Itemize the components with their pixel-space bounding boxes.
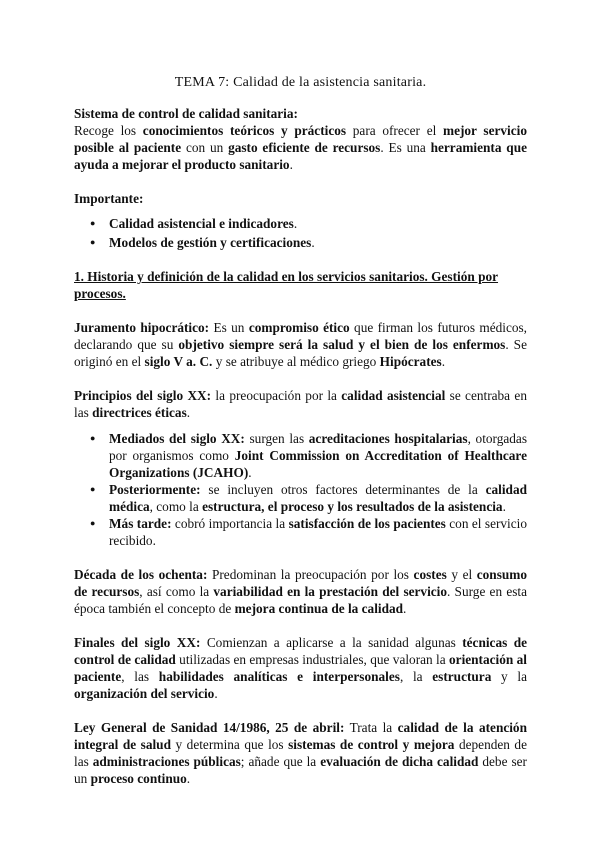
text-run: .	[502, 499, 506, 514]
finales-paragraph	[74, 634, 527, 702]
control-calidad-paragraph	[74, 122, 527, 173]
text-run: .	[214, 686, 218, 701]
ochenta-section	[74, 566, 527, 617]
paragraph-label: Finales del siglo XX:	[74, 635, 201, 650]
bold-run: variabilidad en la prestación del servicio	[213, 584, 448, 599]
bold-run: proceso continuo	[90, 771, 187, 786]
text-run: , la	[399, 669, 433, 684]
ochenta-paragraph	[74, 566, 527, 617]
bold-run: mejor servicio posible al paciente	[74, 123, 527, 155]
principios-section	[74, 387, 527, 549]
section-1-heading: 1. Historia y definición de la calidad en los servicios sanitarios. Gestión por procesos.	[74, 269, 499, 301]
text-run: Recoge los	[74, 123, 143, 138]
text-run: ; añade que la	[240, 754, 321, 769]
paragraph-label: Ley General de Sanidad 14/1986, 25 de abril:	[74, 720, 345, 735]
importante-list	[74, 215, 527, 251]
importante-section	[74, 190, 527, 251]
text-run: debe ser un	[74, 754, 527, 786]
bold-run: habilidades analíticas e interpersonales	[158, 669, 400, 684]
paragraph-label: Década de los ochenta:	[74, 567, 208, 582]
bold-run: objetivo siempre será la salud y el bien de los enfermos	[178, 337, 506, 352]
juramento-section	[74, 319, 527, 370]
text-run: para ofrecer el	[346, 123, 443, 138]
bold-run: calidad de la atención integral de salud	[74, 720, 527, 752]
bold-run: evaluación de dicha calidad	[320, 754, 479, 769]
text-run: , otorgadas por organismos como	[109, 431, 528, 463]
text-run: . Se originó en el	[74, 337, 527, 369]
text-run: . Surge en esta época también el concepto de	[74, 584, 528, 616]
list-item-mediados	[109, 430, 527, 481]
list-item	[109, 234, 527, 251]
text-run: .	[186, 771, 191, 786]
text-run: se incluyen otros factores determinantes de la	[200, 482, 486, 497]
paragraph-label: Principios del siglo XX:	[74, 388, 212, 403]
bold-run: Calidad asistencial e indicadores	[109, 216, 294, 231]
paragraph-label: Mediados del siglo XX:	[109, 431, 245, 446]
ley-section	[74, 719, 527, 787]
bold-run: Hipócrates	[379, 354, 442, 369]
bold-run: compromiso ético	[248, 320, 350, 335]
juramento-paragraph	[74, 319, 527, 370]
control-calidad-section	[74, 105, 527, 173]
bold-run: calidad médica	[109, 482, 527, 514]
text-run: dependen de las	[74, 737, 527, 769]
text-run: .	[248, 465, 252, 480]
section-1	[74, 268, 527, 302]
bold-run: orientación al paciente	[74, 652, 527, 684]
bold-run: consumo de recursos	[74, 567, 527, 599]
paragraph-label: Posteriormente:	[109, 482, 201, 497]
text-run: . Es una	[380, 140, 431, 155]
principios-paragraph	[74, 387, 527, 421]
bold-run: Modelos de gestión y certificaciones	[109, 235, 312, 250]
bold-run: administraciones públicas	[92, 754, 241, 769]
importante-heading: Importante:	[74, 191, 144, 206]
text-run: , las	[121, 669, 159, 684]
bold-run: costes	[413, 567, 447, 582]
bold-run: técnicas de control de calidad	[74, 635, 527, 667]
document-page	[74, 74, 527, 804]
bold-run: sistemas de control y mejora	[288, 737, 455, 752]
text-run: se centraba en las	[74, 388, 527, 420]
text-run: .	[186, 405, 191, 420]
text-run: .	[311, 235, 315, 250]
text-run: con el servicio recibido.	[109, 516, 527, 548]
bold-run: acreditaciones hospitalarias	[308, 431, 468, 446]
list-item	[109, 215, 527, 232]
principios-list	[74, 430, 527, 549]
text-run: cobró importancia la	[171, 516, 289, 531]
bold-run: mejora continua de la calidad	[234, 601, 404, 616]
bold-run: estructura, el proceso y los resultados de la asistencia	[202, 499, 503, 514]
text-run: que firman los futuros médicos, declarando que su	[74, 320, 527, 352]
control-calidad-heading: Sistema de control de calidad sanitaria:	[74, 106, 298, 121]
bold-run: Joint Commission on Accreditation of Healthcare Organizations (JCAHO)	[109, 448, 527, 480]
text-run: Comienzan a aplicarse a la sanidad algunas	[200, 635, 463, 650]
bold-run: siglo V a. C.	[144, 354, 213, 369]
paragraph-label: Más tarde:	[109, 516, 172, 531]
text-run: con un	[181, 140, 229, 155]
page-title: TEMA 7: Calidad de la asistencia sanitaria.	[174, 75, 427, 90]
text-run: .	[441, 354, 446, 369]
text-run: .	[293, 216, 298, 231]
text-run: y se atribuye al médico griego	[212, 354, 380, 369]
text-run: surgen las	[244, 431, 309, 446]
text-run: utilizadas en empresas industriales, que valoran la	[175, 652, 450, 667]
bold-run: calidad asistencial	[341, 388, 446, 403]
ley-paragraph	[74, 719, 527, 787]
paragraph-label: Juramento hipocrático:	[74, 320, 210, 335]
text-run: Es un	[209, 320, 249, 335]
bold-run: satisfacción de los pacientes	[288, 516, 446, 531]
bold-run: conocimientos teóricos y prácticos	[142, 123, 347, 138]
text-run: .	[289, 157, 293, 172]
text-run: Predominan la preocupación por los	[207, 567, 414, 582]
bold-run: organización del servicio	[74, 686, 215, 701]
text-run: y la	[491, 669, 527, 684]
bold-run: herramienta que ayuda a mejorar el producto sanitario	[74, 140, 527, 172]
list-item-posteriormente	[109, 481, 527, 515]
bold-run: estructura	[432, 669, 492, 684]
bold-run: gasto eficiente de recursos	[228, 140, 381, 155]
text-run: y el	[446, 567, 477, 582]
list-item-mas-tarde	[109, 515, 527, 549]
finales-section	[74, 634, 527, 702]
text-run: , así como la	[139, 584, 214, 599]
bold-run: directrices éticas	[92, 405, 187, 420]
text-run: .	[403, 601, 407, 616]
text-run: la preocupación por la	[211, 388, 342, 403]
text-run: Trata la	[344, 720, 398, 735]
text-run: , como la	[149, 499, 203, 514]
text-run: y determina que los	[170, 737, 289, 752]
